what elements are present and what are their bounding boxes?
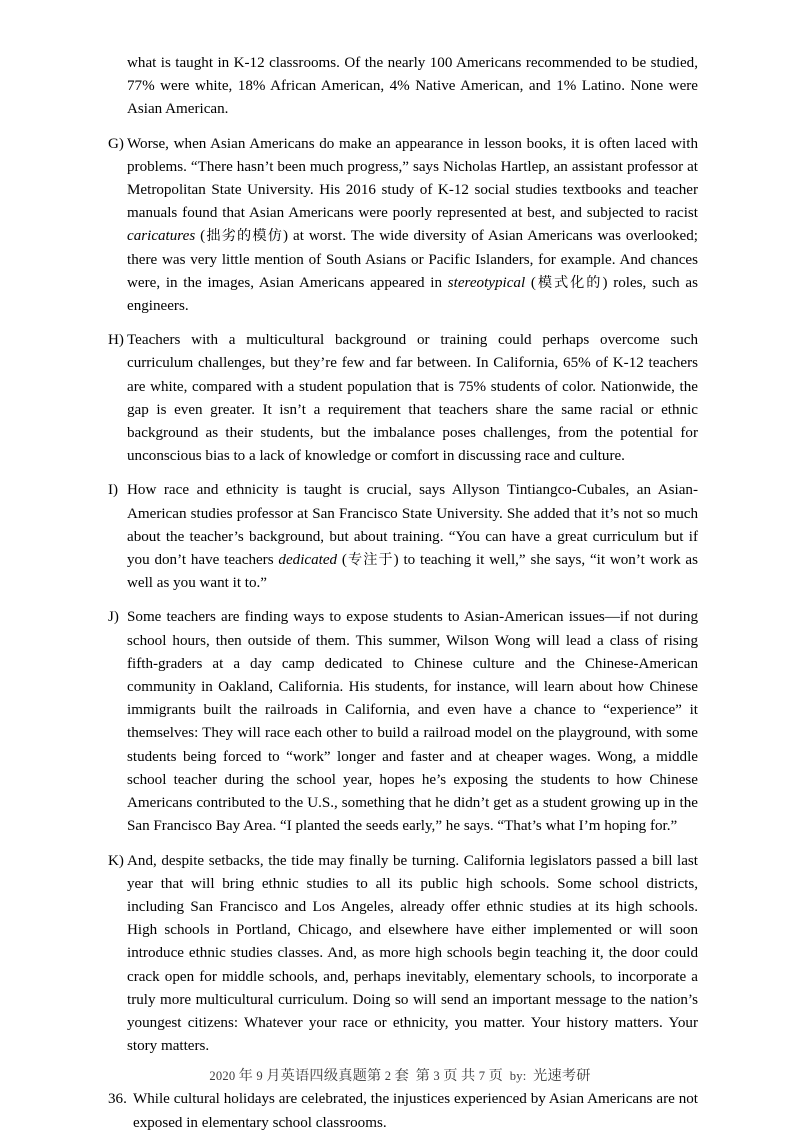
paragraph-k — [108, 850, 698, 1059]
text-run: 9 — [253, 1069, 267, 1083]
paragraph-body — [127, 329, 698, 468]
text-run: ( — [525, 274, 536, 291]
text-run: ( — [195, 228, 206, 245]
text-run: Some teachers are finding ways to expose students to Asian-American issues—if not during school hours, then outside of them. This summer, Wilson Wong will lead a class of rising fifth-graders at a day camp dedicated to Chinese culture and the Chinese-American community in Oakland, California. His students, for instance, will learn about how Chinese immigrants built the railroads in California, and even have a chance to “experience” it themselves: They will race each other to build a railroad model on the playground, with some students being forced to “work” longer and faster and at cheaper wages. Wong, a middle school teacher during the school year, hopes he’s exposing the students to how Chinese Americans contributed to the U.S., something that he didn’t get as a student growing up in the San Francisco Bay Area. “I planted the seeds early,” he says. “That’s what I’m hoping for.” — [127, 609, 698, 835]
paragraph-j — [108, 606, 698, 838]
chinese-gloss: 页 — [488, 1068, 503, 1084]
text-run: 2020 — [209, 1069, 239, 1083]
paragraph-g — [108, 133, 698, 319]
paragraph-continuation — [108, 52, 698, 122]
paragraph-h — [108, 329, 698, 468]
chinese-gloss: 套 — [394, 1068, 409, 1084]
italic-term: dedicated — [278, 552, 338, 569]
chinese-gloss: 共 — [461, 1068, 476, 1084]
paragraph-marker: J) — [108, 609, 119, 626]
footer-text — [209, 1069, 590, 1083]
paragraph-marker: H) — [108, 332, 124, 349]
italic-term: stereotypical — [447, 274, 526, 291]
text-run: ) roles, such as engineers. — [127, 274, 698, 315]
chinese-gloss: 月英语四级真题第 — [266, 1068, 382, 1084]
paragraph-marker: I) — [108, 482, 119, 499]
text-run: Teachers with a multicultural background or training could perhaps overcome such curriculum challenges, but they’re few and far between. In California, 65% of K-12 teachers are white, compared with a student population that is 75% students of color. Nationwide, the gap is even greater. It isn’t a requirement that teachers share the same racial or ethnic background as their students, but the imbalance poses challenges, from the potential for unconscious bias to a lack of knowledge or comfort in discussing race and culture. — [127, 332, 698, 465]
paragraph-marker: G) — [108, 135, 124, 152]
text-run: ( — [337, 552, 347, 569]
paragraph-marker: K) — [108, 852, 124, 869]
text-run: And, despite setbacks, the tide may finally be turning. California legislators passed a bill last year that will bring ethnic studies to all its public high schools. Some school districts, including San Francisco and Los Angeles, already offer ethnic studies at its high schools. High schools in Portland, Chicago, and elsewhere have either implemented or will soon introduce ethnic studies classes. And, as more high schools begin teaching it, the door could crack open for middle schools, and, perhaps inevitably, elementary schools, to incorporate a truly more multicultural curriculum. Doing so will send an important message to the nation’s youngest citizens: Whatever your race or ethnicity, you matter. Your history matters. Your story matters. — [127, 852, 698, 1055]
paragraph-body — [127, 52, 698, 122]
chinese-gloss: 页 — [443, 1068, 458, 1084]
paragraph-body — [127, 850, 698, 1059]
chinese-gloss: 专注于 — [346, 552, 394, 569]
text-run: Worse, when Asian Americans do make an appearance in lesson books, it is often laced with problems. “There hasn’t been much progress,” says Nicholas Hartlep, an assistant professor at Metropolitan State University. His 2016 study of K-12 social studies textbooks and teacher manuals found that Asian Americans were poorly represented at best, and subjected to racist — [127, 135, 698, 222]
text-run: 7 — [475, 1069, 489, 1083]
text-run: ) at worst. The wide diversity of Asian Americans was overlooked; there was very little mention of South Asians or Pacific Islanders, for example. And chances were, in the images, Asian Americans appeared in — [127, 228, 698, 291]
italic-term: caricatures — [127, 228, 196, 245]
paragraph-body — [127, 606, 698, 838]
text-run: by: — [503, 1069, 534, 1083]
chinese-gloss: 年 — [238, 1068, 254, 1084]
question-item-36 — [108, 1088, 698, 1132]
chinese-gloss: 光速考研 — [533, 1068, 591, 1084]
question-text: While cultural holidays are celebrated, the injustices experienced by Asian Americans are not exposed in elementary school classrooms. — [133, 1091, 698, 1131]
chinese-gloss: 第 — [415, 1068, 431, 1084]
page-content — [108, 52, 698, 1132]
text-run: what is taught in K-12 classrooms. Of the nearly 100 Americans recommended to be studied, 77% were white, 18% African American, 4% Native American, and 1% Latino. None were Asian American. — [127, 55, 698, 118]
paragraph-body — [127, 479, 698, 595]
text-run: How race and ethnicity is taught is crucial, says Allyson Tintiangco-Cubales, an Asian-American studies professor at San Francisco State University. She added that it’s not so much about the teacher’s background, but about training. “You can have a great curriculum but if you don’t have teachers — [127, 482, 698, 569]
text-run: ) to teaching it well,” she says, “it won’t work as well as you want it to.” — [127, 552, 698, 592]
chinese-gloss: 模式化的 — [535, 274, 603, 291]
page-footer — [0, 1068, 800, 1084]
text-run — [409, 1069, 416, 1083]
chinese-gloss: 拙劣的模仿 — [205, 228, 284, 245]
paragraph-body — [127, 133, 698, 319]
text-run: 3 — [430, 1069, 444, 1083]
question-number: 36. — [108, 1091, 127, 1108]
paragraph-list — [108, 52, 698, 1058]
text-run: 2 — [381, 1069, 395, 1083]
paragraph-i — [108, 479, 698, 595]
